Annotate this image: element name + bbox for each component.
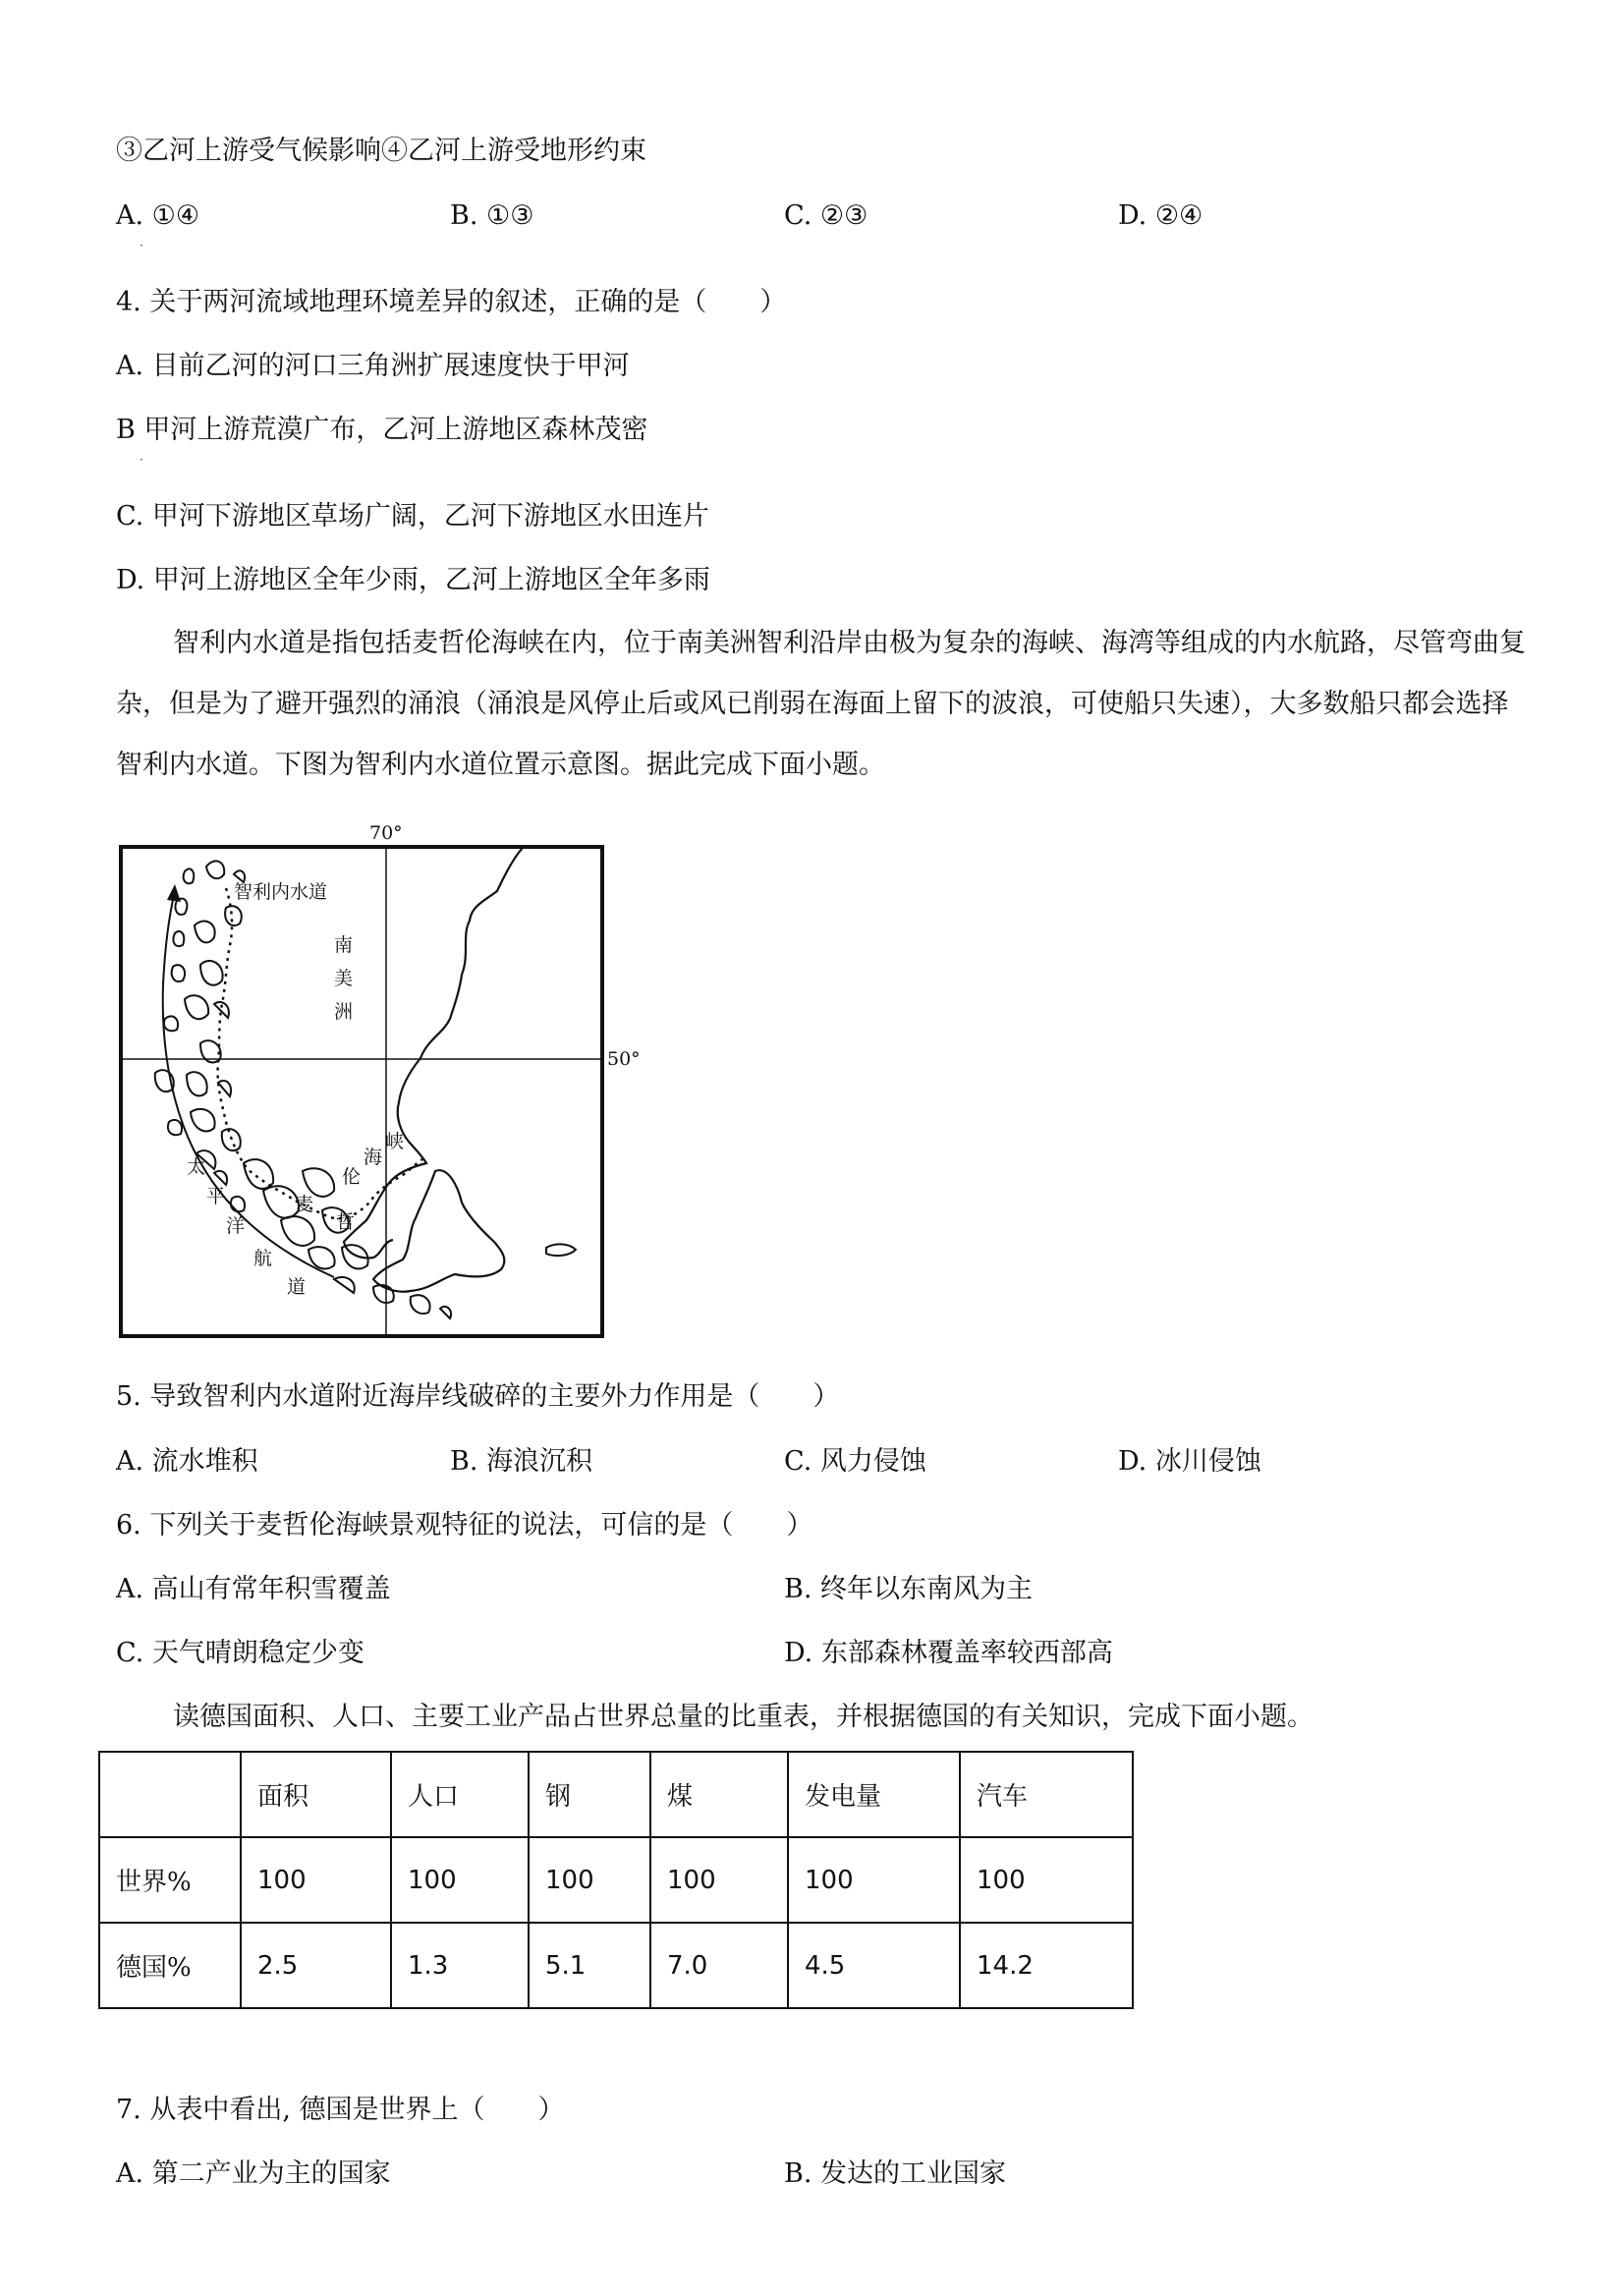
- continent-label-3: 洲: [334, 1001, 354, 1023]
- q6-option-d: D. 东部森林覆盖率较西部高: [784, 1638, 1113, 1668]
- q4-option-c: C. 甲河下游地区草场广阔，乙河下游地区水田连片: [116, 501, 709, 532]
- table-row: [99, 1923, 1133, 2008]
- strait-label-mai: 麦: [295, 1194, 314, 1215]
- q4-option-b: B 甲河上游荒漠广布，乙河上游地区森林茂密: [116, 415, 648, 445]
- table-header-row: [99, 1752, 1133, 1837]
- lon-label: 70°: [369, 822, 403, 844]
- pacific-label-3: 洋: [226, 1215, 246, 1237]
- continent-label-1: 南: [334, 934, 354, 956]
- table-cell: 100: [241, 1837, 391, 1923]
- q5-option-a: A. 流水堆积: [116, 1446, 258, 1477]
- q7-stem: 7. 从表中看出, 德国是世界上（ ）: [116, 2095, 565, 2125]
- passage-germany-table: 读德国面积、人口、主要工业产品占世界总量的比重表，并根据德国的有关知识，完成下面小题。: [173, 1702, 1314, 1732]
- stray-dot: ·: [140, 453, 143, 467]
- q5-option-b: B. 海浪沉积: [450, 1446, 593, 1477]
- table-cell: 100: [788, 1837, 960, 1923]
- q4-option-d: D. 甲河上游地区全年少雨，乙河上游地区全年多雨: [116, 565, 710, 595]
- table-header-cell: 煤: [650, 1752, 788, 1837]
- table-cell: 5.1: [529, 1923, 650, 2008]
- table-row-label: 德国%: [99, 1923, 241, 2008]
- pacific-label-1: 太: [187, 1156, 206, 1178]
- strait-label-zhe: 哲: [336, 1211, 356, 1233]
- route-label: 智利内水道: [234, 881, 328, 903]
- stray-dot: ·: [140, 239, 143, 252]
- pacific-label-4: 航: [253, 1248, 273, 1269]
- table-header-cell: [99, 1752, 241, 1837]
- q5-option-c: C. 风力侵蚀: [784, 1446, 926, 1477]
- table-cell: 100: [391, 1837, 529, 1923]
- q3-option-d: D. ②④: [1118, 200, 1203, 231]
- q5-stem: 5. 导致智利内水道附近海岸线破碎的主要外力作用是（ ）: [116, 1381, 840, 1412]
- q6-option-a: A. 高山有常年积雪覆盖: [116, 1574, 391, 1604]
- table-header-cell: 钢: [529, 1752, 650, 1837]
- table-cell: 100: [650, 1837, 788, 1923]
- prev-question-line: ③乙河上游受气候影响④乙河上游受地形约束: [116, 136, 646, 166]
- tierra-del-fuego: [373, 1170, 504, 1291]
- lat-label: 50°: [607, 1048, 641, 1070]
- table-header-cell: 人口: [391, 1752, 529, 1837]
- germany-share-table: [98, 1751, 1134, 2009]
- q6-option-b: B. 终年以东南风为主: [784, 1574, 1034, 1604]
- table-cell: 100: [529, 1837, 650, 1923]
- table-cell: 7.0: [650, 1923, 788, 2008]
- table-header-cell: 汽车: [960, 1752, 1133, 1837]
- table-cell: 100: [960, 1837, 1133, 1923]
- table-cell: 14.2: [960, 1923, 1133, 2008]
- q7-option-a: A. 第二产业为主的国家: [116, 2158, 391, 2189]
- q3-option-a: A. ①④: [116, 200, 200, 231]
- strait-label-hai: 海: [364, 1147, 383, 1168]
- q3-option-c: C. ②③: [784, 200, 868, 231]
- q6-stem: 6. 下列关于麦哲伦海峡景观特征的说法，可信的是（ ）: [116, 1510, 813, 1540]
- pacific-label-2: 平: [206, 1186, 226, 1207]
- table-cell: 4.5: [788, 1923, 960, 2008]
- table-header-cell: 面积: [241, 1752, 391, 1837]
- continent-label-2: 美: [334, 968, 354, 989]
- chile-inner-waterway-map: [116, 817, 641, 1348]
- q7-option-b: B. 发达的工业国家: [784, 2158, 1007, 2189]
- table-row: [99, 1837, 1133, 1923]
- table-cell: 2.5: [241, 1923, 391, 2008]
- strait-label-xia: 峡: [385, 1131, 405, 1152]
- table-header-cell: 发电量: [788, 1752, 960, 1837]
- q4-option-a: A. 目前乙河的河口三角洲扩展速度快于甲河: [116, 351, 630, 381]
- q6-option-c: C. 天气晴朗稳定少变: [116, 1638, 364, 1668]
- south-america-coast: [344, 847, 524, 1258]
- q3-option-b: B. ①③: [450, 200, 534, 231]
- table-cell: 1.3: [391, 1923, 529, 2008]
- table-row-label: 世界%: [99, 1837, 241, 1923]
- passage-chile-inner-waterway: 智利内水道是指包括麦哲伦海峡在内，位于南美洲智利沿岸由极为复杂的海峡、海湾等组成的内水航路，尽管弯曲复杂，但是为了避开强烈的涌浪（涌浪是风停止后或风已削弱在海面上留下的波浪，可使船只失速），大多数船只都会选择智利内水道。下图为智利内水道位置示意图。据此完成下面小题。: [116, 628, 1526, 780]
- pacific-label-5: 道: [287, 1276, 307, 1298]
- q5-option-d: D. 冰川侵蚀: [1118, 1446, 1261, 1477]
- map-frame: [121, 847, 602, 1336]
- pacific-route-arrowhead: [167, 884, 181, 902]
- q4-stem: 4. 关于两河流域地理环境差异的叙述，正确的是（ ）: [116, 287, 787, 317]
- strait-label-lun: 伦: [342, 1166, 362, 1188]
